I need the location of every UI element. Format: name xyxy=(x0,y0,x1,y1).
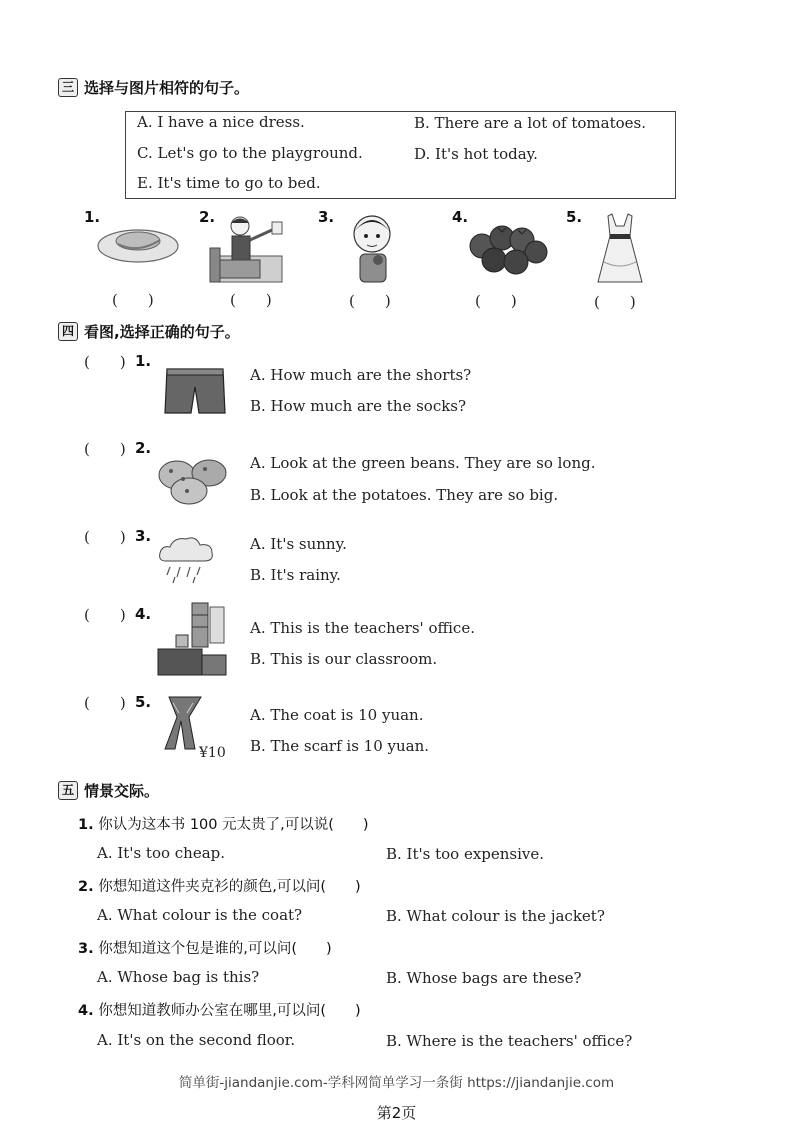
item-number: 4. xyxy=(452,208,469,226)
scarf-icon xyxy=(163,695,207,751)
choice-a: A. It's sunny. xyxy=(250,535,347,553)
choice-a: A. The coat is 10 yuan. xyxy=(250,706,424,724)
item-number: 3. xyxy=(135,527,152,545)
boy-bed-icon xyxy=(210,214,290,286)
choice-b: B. This is our classroom. xyxy=(250,650,438,668)
answer-blank[interactable]: ( ) xyxy=(84,440,126,458)
choice-a: A. How much are the shorts? xyxy=(250,366,472,384)
option-e: E. It's time to go to bed. xyxy=(137,174,321,192)
item-number: 2. xyxy=(199,208,216,226)
answer-blank[interactable]: ( ) xyxy=(84,694,126,712)
choice-b: B. How much are the socks? xyxy=(250,397,467,415)
question-text: 你想知道这件夹克衫的颜色,可以问( ) xyxy=(98,879,361,895)
question-text: 你认为这本书 100 元太贵了,可以说( ) xyxy=(98,817,369,833)
answer-blank[interactable]: ( ) xyxy=(475,292,517,310)
potatoes-icon xyxy=(157,455,229,505)
section3-title: 选择与图片相符的句子。 xyxy=(84,79,250,97)
answer-blank[interactable]: ( ) xyxy=(84,606,126,624)
option-d: D. It's hot today. xyxy=(414,145,538,163)
choice-a: A. It's on the second floor. xyxy=(97,1031,296,1049)
question-text: 你想知道这个包是谁的,可以问( ) xyxy=(98,941,332,957)
item-number: 5. xyxy=(566,208,583,226)
price-label: ¥10 xyxy=(199,745,226,761)
watermark-text: 简单街-jiandanjie.com-学科网简单学习一条街 https://jiandanjie.com xyxy=(178,1075,615,1091)
item-number: 1. xyxy=(84,208,101,226)
item-number: 4. xyxy=(135,605,152,623)
option-b: B. There are a lot of tomatoes. xyxy=(414,114,646,132)
dress-icon xyxy=(598,212,642,286)
section5-title: 情景交际。 xyxy=(84,782,160,800)
answer-blank[interactable]: ( ) xyxy=(349,292,391,310)
office-icon xyxy=(156,601,228,679)
choice-a: A. It's too cheap. xyxy=(97,844,226,862)
choice-a: A. What colour is the coat? xyxy=(97,906,303,924)
choice-b: B. Look at the potatoes. They are so big. xyxy=(250,486,559,504)
section5-header xyxy=(58,780,159,801)
section5-badge: 五 xyxy=(58,781,78,800)
question-number: 4. xyxy=(78,1003,94,1019)
hat-icon xyxy=(98,222,182,266)
answer-blank[interactable]: ( ) xyxy=(230,291,272,309)
question-text: 你想知道教师办公室在哪里,可以问( ) xyxy=(98,1003,361,1019)
choice-a: A. Look at the green beans. They are so long. xyxy=(250,454,596,472)
item-number: 5. xyxy=(135,693,152,711)
choice-a: A. This is the teachers' office. xyxy=(250,619,475,637)
choice-b: B. The scarf is 10 yuan. xyxy=(250,737,430,755)
section4-title: 看图,选择正确的句子。 xyxy=(84,323,240,341)
answer-blank[interactable]: ( ) xyxy=(594,293,636,311)
choice-b: B. Whose bags are these? xyxy=(386,969,582,987)
page-number: 第2页 xyxy=(376,1104,417,1122)
hot-girl-icon xyxy=(348,214,398,286)
choice-b: B. It's too expensive. xyxy=(386,845,545,863)
rain-cloud-icon xyxy=(156,535,218,585)
question-2 xyxy=(78,875,361,896)
question-number: 2. xyxy=(78,879,94,895)
item-number: 2. xyxy=(135,439,152,457)
choice-b: B. Where is the teachers' office? xyxy=(386,1032,633,1050)
item-number: 3. xyxy=(318,208,335,226)
section3-header xyxy=(58,77,249,98)
option-a: A. I have a nice dress. xyxy=(137,113,305,131)
choice-b: B. What colour is the jacket? xyxy=(386,907,605,925)
question-1 xyxy=(78,813,369,834)
shorts-icon xyxy=(163,365,227,417)
item-number: 1. xyxy=(135,352,152,370)
question-number: 1. xyxy=(78,817,94,833)
tomatoes-icon xyxy=(468,222,548,278)
section3-badge: 三 xyxy=(58,78,78,97)
answer-blank[interactable]: ( ) xyxy=(84,528,126,546)
answer-blank[interactable]: ( ) xyxy=(112,291,154,309)
choice-b: B. It's rainy. xyxy=(250,566,341,584)
question-4 xyxy=(78,999,361,1020)
question-number: 3. xyxy=(78,941,94,957)
answer-blank[interactable]: ( ) xyxy=(84,353,126,371)
question-3 xyxy=(78,937,332,958)
section4-header xyxy=(58,321,240,342)
option-c: C. Let's go to the playground. xyxy=(137,144,363,162)
choice-a: A. Whose bag is this? xyxy=(97,968,260,986)
section4-badge: 四 xyxy=(58,322,78,341)
